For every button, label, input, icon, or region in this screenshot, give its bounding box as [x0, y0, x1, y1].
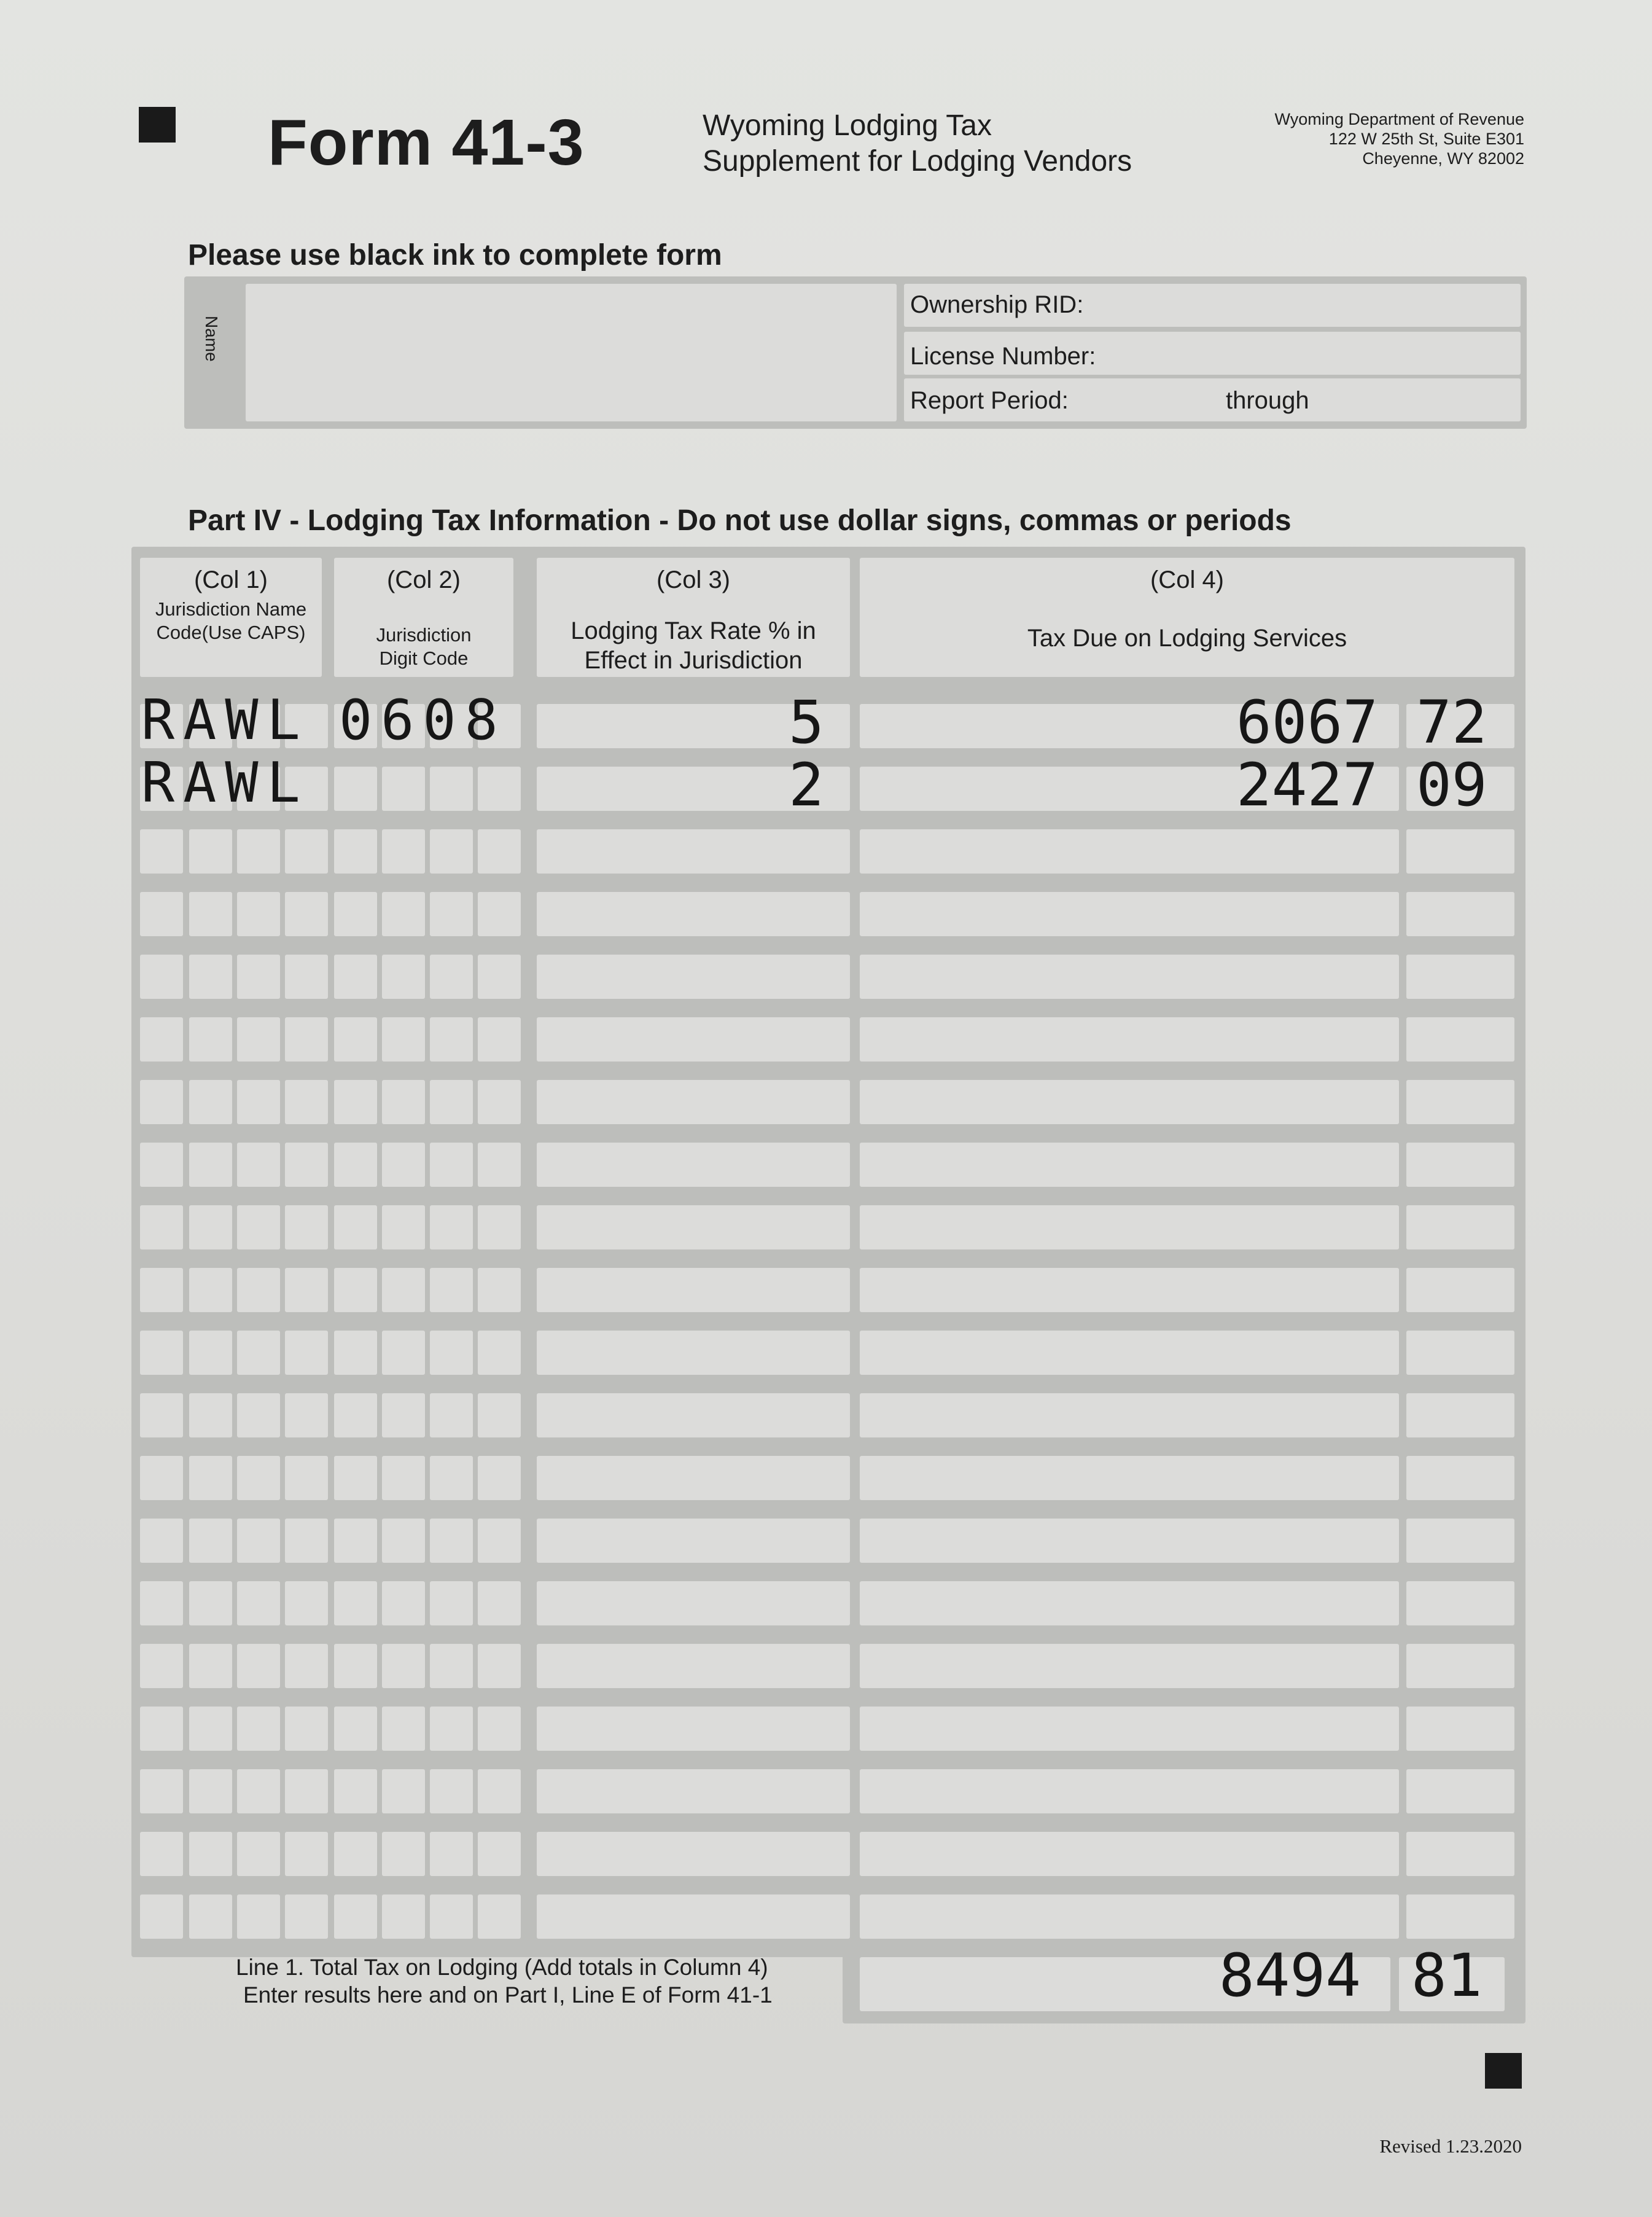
digit-code-char-box[interactable]	[382, 1581, 425, 1625]
digit-code-char-box[interactable]	[334, 1143, 377, 1187]
total-cents-value: 81	[1411, 1941, 1483, 2010]
handwritten-name-code: RAWL	[141, 688, 309, 753]
tax-dollars-field[interactable]	[860, 1707, 1399, 1751]
tax-dollars-field[interactable]	[860, 955, 1399, 999]
name-code-char-box[interactable]	[237, 1331, 280, 1375]
handwritten-tax-dollars: 6067	[1236, 688, 1378, 757]
tax-rate-field[interactable]	[537, 1769, 850, 1813]
agency-name: Wyoming Department of Revenue	[1274, 110, 1524, 128]
digit-code-char-box[interactable]	[430, 1769, 473, 1813]
digit-code-char-box[interactable]	[430, 1644, 473, 1688]
digit-code-char-box[interactable]	[430, 1894, 473, 1939]
digit-code-char-box[interactable]	[382, 1268, 425, 1312]
name-code-char-box[interactable]	[285, 1393, 328, 1437]
digit-code-char-box[interactable]	[478, 1393, 521, 1437]
name-code-char-box[interactable]	[140, 1456, 183, 1500]
digit-code-char-box[interactable]	[382, 1769, 425, 1813]
total-instructions	[236, 1953, 773, 2009]
col1-header	[140, 558, 322, 677]
through-label: through	[1226, 387, 1309, 414]
digit-code-char-box[interactable]	[334, 1393, 377, 1437]
identity-block	[184, 276, 1527, 429]
tax-rate-field[interactable]	[537, 1456, 850, 1500]
tax-dollars-field[interactable]	[860, 1268, 1399, 1312]
digit-code-char-box[interactable]	[478, 1644, 521, 1688]
name-code-char-box[interactable]	[237, 1519, 280, 1563]
name-code-char-box[interactable]	[189, 1205, 232, 1249]
col2-tag: (Col 2)	[386, 566, 461, 593]
tax-dollars-field[interactable]	[860, 1080, 1399, 1124]
name-code-char-box[interactable]	[140, 1017, 183, 1062]
digit-code-char-box[interactable]	[334, 1205, 377, 1249]
digit-code-char-box[interactable]	[382, 1331, 425, 1375]
agency-address	[1156, 109, 1524, 168]
digit-code-char-box[interactable]	[430, 829, 473, 874]
digit-code-char-box[interactable]	[382, 1707, 425, 1751]
name-code-char-box[interactable]	[237, 1894, 280, 1939]
name-code-char-box[interactable]	[237, 955, 280, 999]
tax-cents-field[interactable]	[1406, 1456, 1514, 1500]
name-code-char-box[interactable]	[140, 1894, 183, 1939]
digit-code-char-box[interactable]	[430, 1017, 473, 1062]
tax-dollars-field[interactable]	[860, 1331, 1399, 1375]
tax-dollars-field[interactable]	[860, 892, 1399, 936]
digit-code-char-box[interactable]	[334, 1769, 377, 1813]
name-code-char-box[interactable]	[285, 1707, 328, 1751]
name-code-char-box[interactable]	[237, 1456, 280, 1500]
ownership-rid-field[interactable]	[904, 284, 1521, 327]
digit-code-char-box[interactable]	[334, 1080, 377, 1124]
name-code-char-box[interactable]	[285, 829, 328, 874]
tax-rate-field[interactable]	[537, 1644, 850, 1688]
digit-code-char-box[interactable]	[334, 1894, 377, 1939]
col3-tag: (Col 3)	[656, 566, 731, 593]
col4-header	[860, 558, 1514, 677]
handwritten-tax-cents: 09	[1416, 751, 1487, 819]
name-code-char-box[interactable]	[140, 1707, 183, 1751]
digit-code-char-box[interactable]	[478, 1268, 521, 1312]
name-code-char-box[interactable]	[237, 1644, 280, 1688]
name-code-char-box[interactable]	[189, 1894, 232, 1939]
digit-code-char-box[interactable]	[478, 1519, 521, 1563]
col3-header	[537, 558, 850, 677]
digit-code-char-box[interactable]	[382, 1894, 425, 1939]
digit-code-char-box[interactable]	[430, 1143, 473, 1187]
tax-dollars-field[interactable]	[860, 1143, 1399, 1187]
digit-code-char-box[interactable]	[382, 829, 425, 874]
tax-rate-field[interactable]	[537, 1017, 850, 1062]
digit-code-char-box[interactable]	[430, 1268, 473, 1312]
digit-code-char-box[interactable]	[382, 892, 425, 936]
tax-dollars-field[interactable]	[860, 829, 1399, 874]
digit-code-char-box[interactable]	[430, 1707, 473, 1751]
digit-code-char-box[interactable]	[334, 1707, 377, 1751]
registration-mark-bottom-right	[1485, 2053, 1522, 2089]
col4-tag: (Col 4)	[1150, 566, 1225, 593]
ink-instructions: Please use black ink to complete form	[188, 239, 722, 272]
tax-rate-field[interactable]	[537, 1205, 850, 1249]
digit-code-char-box[interactable]	[478, 955, 521, 999]
name-code-char-box[interactable]	[189, 892, 232, 936]
total-dollars-value: 8494	[1218, 1941, 1361, 2010]
tax-rate-field[interactable]	[537, 829, 850, 874]
tax-cents-field[interactable]	[1406, 1769, 1514, 1813]
name-code-char-box[interactable]	[140, 1519, 183, 1563]
name-code-char-box[interactable]	[189, 1017, 232, 1062]
col1-tag: (Col 1)	[193, 566, 268, 593]
name-code-char-box[interactable]	[237, 1581, 280, 1625]
name-code-char-box[interactable]	[237, 1832, 280, 1876]
name-code-char-box[interactable]	[189, 1268, 232, 1312]
name-code-char-box[interactable]	[285, 1832, 328, 1876]
license-number-label: License Number:	[910, 343, 1096, 370]
digit-code-char-box[interactable]	[478, 1581, 521, 1625]
digit-code-char-box[interactable]	[334, 767, 377, 811]
digit-code-char-box[interactable]	[430, 955, 473, 999]
name-code-char-box[interactable]	[237, 1769, 280, 1813]
digit-code-char-box[interactable]	[478, 1205, 521, 1249]
name-code-char-box[interactable]	[285, 1017, 328, 1062]
name-code-char-box[interactable]	[237, 1143, 280, 1187]
name-label: Name	[202, 316, 221, 362]
tax-cents-field[interactable]	[1406, 1581, 1514, 1625]
report-period-field[interactable]	[904, 378, 1521, 421]
lodging-tax-table	[131, 547, 1525, 1957]
digit-code-char-box[interactable]	[478, 892, 521, 936]
name-code-char-box[interactable]	[237, 1393, 280, 1437]
tax-rate-field[interactable]	[537, 1581, 850, 1625]
digit-code-char-box[interactable]	[430, 892, 473, 936]
form-subtitle: Supplement for Lodging Vendors	[703, 145, 1132, 178]
tax-rate-field[interactable]	[537, 1143, 850, 1187]
col4-label: Tax Due on Lodging Services	[1027, 625, 1347, 652]
name-code-char-box[interactable]	[285, 1456, 328, 1500]
handwritten-tax-cents: 72	[1416, 688, 1487, 757]
tax-rate-field[interactable]	[537, 1707, 850, 1751]
name-code-char-box[interactable]	[189, 955, 232, 999]
name-code-char-box[interactable]	[285, 1519, 328, 1563]
digit-code-char-box[interactable]	[334, 829, 377, 874]
tax-cents-field[interactable]	[1406, 1205, 1514, 1249]
handwritten-tax-rate: 5	[789, 688, 824, 757]
digit-code-char-box[interactable]	[382, 1644, 425, 1688]
tax-cents-field[interactable]	[1406, 1143, 1514, 1187]
form-number: Form 41-3	[268, 106, 585, 179]
tax-rate-field[interactable]	[537, 1832, 850, 1876]
tax-cents-field[interactable]	[1406, 892, 1514, 936]
part4-title: Part IV - Lodging Tax Information - Do not use dollar signs, commas or periods	[188, 504, 1292, 537]
name-code-char-box[interactable]	[285, 892, 328, 936]
tax-cents-field[interactable]	[1406, 1017, 1514, 1062]
col1-label: Jurisdiction Name Code(Use CAPS)	[155, 598, 307, 643]
digit-code-char-box[interactable]	[478, 1894, 521, 1939]
tax-cents-field[interactable]	[1406, 955, 1514, 999]
name-code-char-box[interactable]	[285, 1268, 328, 1312]
name-code-char-box[interactable]	[285, 1581, 328, 1625]
digit-code-char-box[interactable]	[430, 1832, 473, 1876]
name-code-char-box[interactable]	[140, 1331, 183, 1375]
name-code-char-box[interactable]	[237, 1080, 280, 1124]
name-code-char-box[interactable]	[237, 1268, 280, 1312]
name-code-char-box[interactable]	[237, 892, 280, 936]
digit-code-char-box[interactable]	[478, 1080, 521, 1124]
digit-code-char-box[interactable]	[334, 1581, 377, 1625]
total-label-line2: Enter results here and on Part I, Line E of Form 41-1	[243, 1982, 773, 2008]
digit-code-char-box[interactable]	[430, 1080, 473, 1124]
name-code-char-box[interactable]	[140, 1393, 183, 1437]
digit-code-char-box[interactable]	[430, 1205, 473, 1249]
name-code-char-box[interactable]	[237, 1017, 280, 1062]
tax-cents-field[interactable]	[1406, 1644, 1514, 1688]
name-code-char-box[interactable]	[189, 1519, 232, 1563]
name-code-char-box[interactable]	[140, 955, 183, 999]
report-period-label: Report Period:	[910, 387, 1069, 414]
name-code-char-box[interactable]	[140, 1644, 183, 1688]
digit-code-char-box[interactable]	[382, 1080, 425, 1124]
name-code-char-box[interactable]	[285, 1205, 328, 1249]
name-code-char-box[interactable]	[285, 955, 328, 999]
tax-rate-field[interactable]	[537, 1080, 850, 1124]
tax-rate-field[interactable]	[537, 892, 850, 936]
name-code-char-box[interactable]	[189, 1581, 232, 1625]
name-code-char-box[interactable]	[285, 1769, 328, 1813]
digit-code-char-box[interactable]	[478, 1017, 521, 1062]
tax-cents-field[interactable]	[1406, 1331, 1514, 1375]
digit-code-char-box[interactable]	[334, 1017, 377, 1062]
tax-rate-field[interactable]	[537, 1519, 850, 1563]
digit-code-char-box[interactable]	[382, 1017, 425, 1062]
name-code-char-box[interactable]	[189, 1080, 232, 1124]
digit-code-char-box[interactable]	[478, 1707, 521, 1751]
digit-code-char-box[interactable]	[334, 1644, 377, 1688]
digit-code-char-box[interactable]	[334, 892, 377, 936]
tax-rate-field[interactable]	[537, 1331, 850, 1375]
name-code-char-box[interactable]	[189, 1393, 232, 1437]
name-code-char-box[interactable]	[189, 1143, 232, 1187]
name-code-char-box[interactable]	[189, 1832, 232, 1876]
name-code-char-box[interactable]	[140, 1080, 183, 1124]
digit-code-char-box[interactable]	[382, 1456, 425, 1500]
handwritten-tax-dollars: 2427	[1236, 751, 1378, 819]
name-code-char-box[interactable]	[189, 1456, 232, 1500]
digit-code-char-box[interactable]	[382, 1143, 425, 1187]
ownership-rid-label: Ownership RID:	[910, 291, 1084, 318]
col2-header	[334, 558, 513, 677]
license-number-field[interactable]	[904, 332, 1521, 375]
name-code-char-box[interactable]	[285, 1143, 328, 1187]
digit-code-char-box[interactable]	[478, 767, 521, 811]
digit-code-char-box[interactable]	[478, 1331, 521, 1375]
tax-cents-field[interactable]	[1406, 1268, 1514, 1312]
name-code-char-box[interactable]	[140, 829, 183, 874]
digit-code-char-box[interactable]	[382, 1205, 425, 1249]
tax-dollars-field[interactable]	[860, 1832, 1399, 1876]
name-code-char-box[interactable]	[285, 1331, 328, 1375]
name-code-char-box[interactable]	[237, 829, 280, 874]
tax-cents-field[interactable]	[1406, 829, 1514, 874]
digit-code-char-box[interactable]	[382, 767, 425, 811]
tax-cents-field[interactable]	[1406, 1894, 1514, 1939]
name-code-char-box[interactable]	[285, 1894, 328, 1939]
tax-cents-field[interactable]	[1406, 1519, 1514, 1563]
digit-code-char-box[interactable]	[478, 1456, 521, 1500]
agency-city: Cheyenne, WY 82002	[1362, 149, 1524, 168]
tax-cents-field[interactable]	[1406, 1080, 1514, 1124]
digit-code-char-box[interactable]	[478, 1769, 521, 1813]
name-code-char-box[interactable]	[140, 1581, 183, 1625]
name-code-char-box[interactable]	[140, 1268, 183, 1312]
name-code-char-box[interactable]	[140, 1769, 183, 1813]
tax-dollars-field[interactable]	[860, 1644, 1399, 1688]
digit-code-char-box[interactable]	[430, 1581, 473, 1625]
tax-rate-field[interactable]	[537, 1393, 850, 1437]
tax-dollars-field[interactable]	[860, 1769, 1399, 1813]
name-code-char-box[interactable]	[237, 1707, 280, 1751]
digit-code-char-box[interactable]	[430, 767, 473, 811]
tax-rate-field[interactable]	[537, 1268, 850, 1312]
digit-code-char-box[interactable]	[382, 1832, 425, 1876]
digit-code-char-box[interactable]	[430, 1519, 473, 1563]
tax-cents-field[interactable]	[1406, 1832, 1514, 1876]
handwritten-name-code: RAWL	[141, 751, 309, 815]
tax-dollars-field[interactable]	[860, 1205, 1399, 1249]
name-field[interactable]	[246, 284, 897, 421]
digit-code-char-box[interactable]	[334, 955, 377, 999]
tax-dollars-field[interactable]	[860, 1519, 1399, 1563]
name-code-char-box[interactable]	[189, 829, 232, 874]
agency-street: 122 W 25th St, Suite E301	[1328, 130, 1524, 148]
name-code-char-box[interactable]	[140, 1205, 183, 1249]
name-code-char-box[interactable]	[189, 1769, 232, 1813]
name-code-char-box[interactable]	[140, 1832, 183, 1876]
registration-mark-top-left	[139, 107, 176, 143]
tax-dollars-field[interactable]	[860, 1017, 1399, 1062]
col3-label: Lodging Tax Rate % in Effect in Jurisdiction	[571, 617, 816, 674]
name-code-char-box[interactable]	[285, 1644, 328, 1688]
total-label-line1: Line 1. Total Tax on Lodging (Add totals in Column 4)	[236, 1955, 768, 1980]
digit-code-char-box[interactable]	[382, 1519, 425, 1563]
digit-code-char-box[interactable]	[430, 1456, 473, 1500]
digit-code-char-box[interactable]	[478, 1832, 521, 1876]
tax-rate-field[interactable]	[537, 1894, 850, 1939]
digit-code-char-box[interactable]	[430, 1331, 473, 1375]
name-code-char-box[interactable]	[189, 1707, 232, 1751]
digit-code-char-box[interactable]	[382, 955, 425, 999]
tax-rate-field[interactable]	[537, 955, 850, 999]
col2-label: Jurisdiction Digit Code	[376, 624, 472, 669]
revision-date: Revised 1.23.2020	[1379, 2135, 1522, 2157]
digit-code-char-box[interactable]	[334, 1268, 377, 1312]
handwritten-digit-code: 0608	[339, 688, 507, 753]
tax-cents-field[interactable]	[1406, 1707, 1514, 1751]
total-box	[843, 1941, 1525, 2023]
digit-code-char-box[interactable]	[334, 1456, 377, 1500]
digit-code-char-box[interactable]	[430, 1393, 473, 1437]
tax-dollars-field[interactable]	[860, 1456, 1399, 1500]
name-code-char-box[interactable]	[140, 892, 183, 936]
digit-code-char-box[interactable]	[334, 1331, 377, 1375]
tax-cents-field[interactable]	[1406, 1393, 1514, 1437]
name-code-char-box[interactable]	[189, 1644, 232, 1688]
digit-code-char-box[interactable]	[334, 1519, 377, 1563]
name-code-char-box[interactable]	[189, 1331, 232, 1375]
tax-dollars-field[interactable]	[860, 1581, 1399, 1625]
digit-code-char-box[interactable]	[382, 1393, 425, 1437]
handwritten-tax-rate: 2	[789, 751, 824, 819]
form-title: Wyoming Lodging Tax	[703, 109, 992, 142]
digit-code-char-box[interactable]	[478, 829, 521, 874]
name-code-char-box[interactable]	[140, 1143, 183, 1187]
digit-code-char-box[interactable]	[478, 1143, 521, 1187]
tax-dollars-field[interactable]	[860, 1393, 1399, 1437]
name-code-char-box[interactable]	[285, 1080, 328, 1124]
digit-code-char-box[interactable]	[334, 1832, 377, 1876]
tax-dollars-field[interactable]	[860, 1894, 1399, 1939]
name-code-char-box[interactable]	[237, 1205, 280, 1249]
